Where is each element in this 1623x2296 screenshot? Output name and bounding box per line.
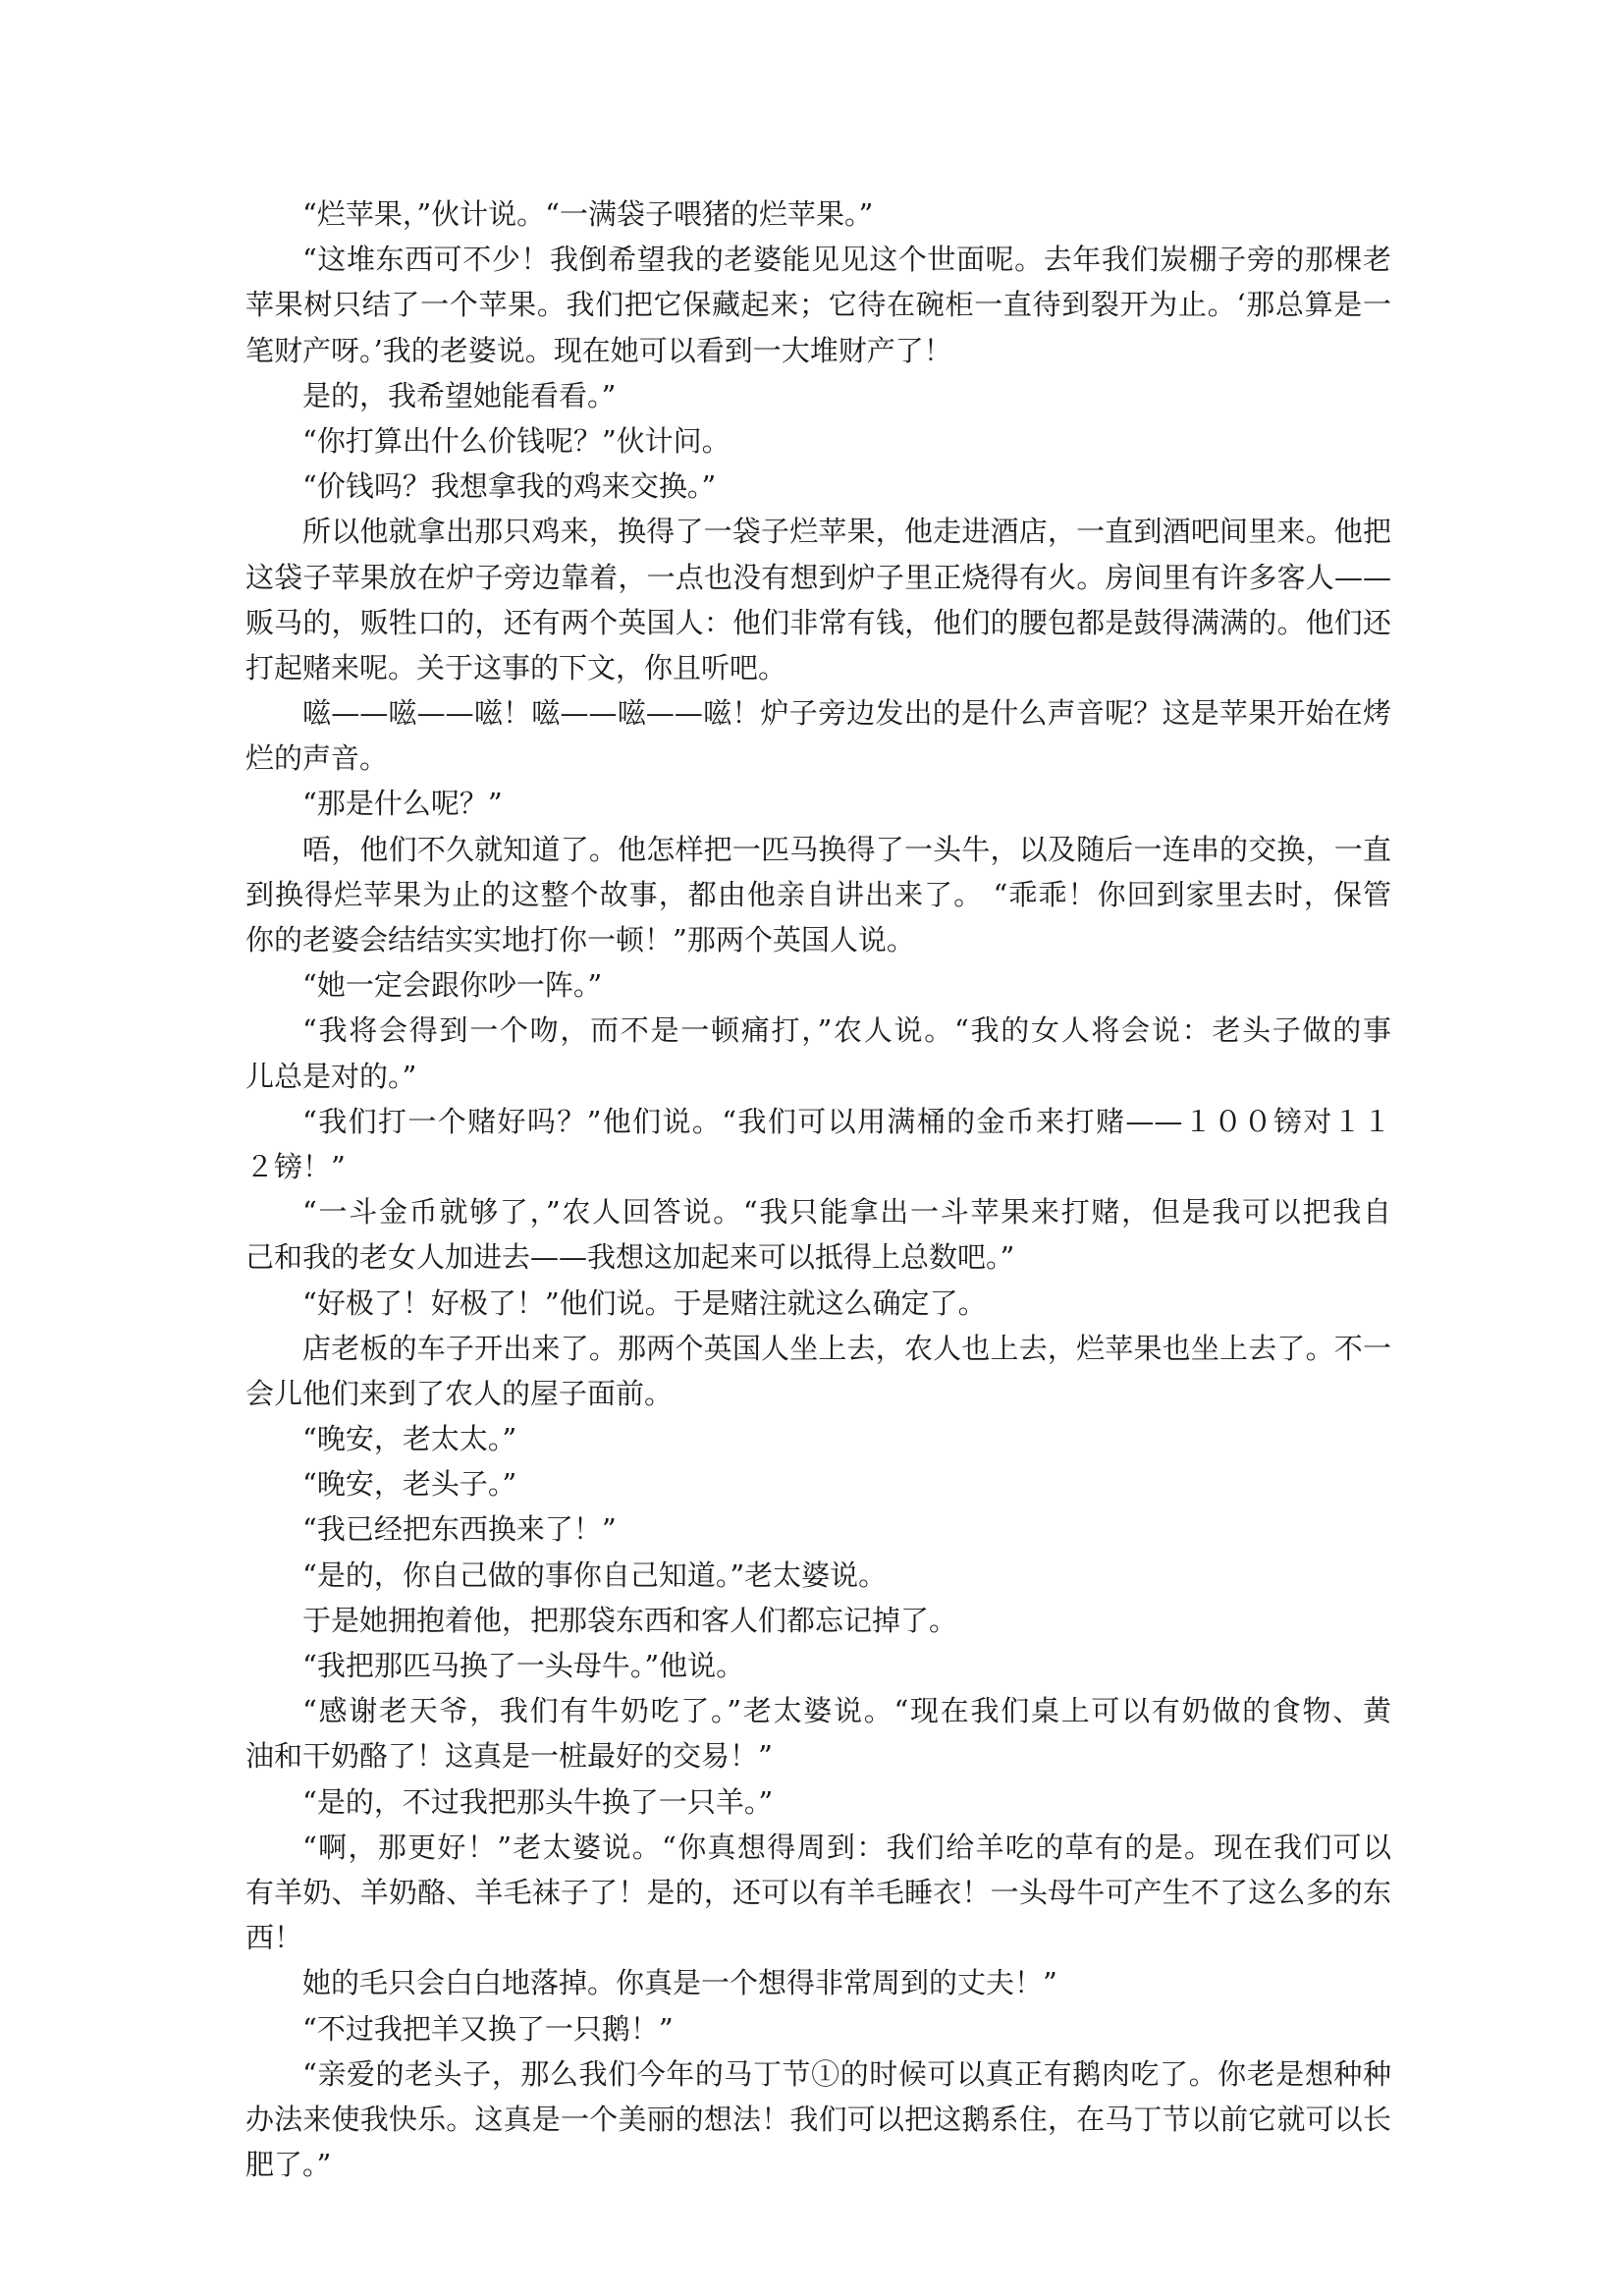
text-line: “好极了！好极了！”他们说。于是赌注就这么确定了。 bbox=[302, 1285, 987, 1320]
paragraph bbox=[245, 1326, 1391, 1416]
paragraph bbox=[245, 1099, 1391, 1189]
text-line: “是的，你自己做的事你自己知道。”老太婆说。 bbox=[302, 1558, 888, 1592]
text-line: 己和我的老女人加进去——我想这加起来可以抵得上总数吧。” bbox=[245, 1240, 1015, 1275]
paragraph bbox=[245, 1825, 1391, 1961]
text-line: 所以他就拿出那只鸡来，换得了一袋子烂苹果，他走进酒店，一直到酒吧间里来。他把 bbox=[302, 515, 1391, 549]
text-line: “我们打一个赌好吗？”他们说。“我们可以用满桶的金币来打赌——１００镑对１１ bbox=[302, 1104, 1391, 1138]
paragraph bbox=[245, 464, 1391, 509]
text-line: “烂苹果，”伙计说。“一满袋子喂猪的烂苹果。” bbox=[302, 197, 874, 231]
text-line: “那是什么呢？” bbox=[302, 787, 503, 821]
text-line: 烂的声音。 bbox=[245, 741, 389, 776]
paragraph bbox=[245, 962, 1391, 1008]
paragraph bbox=[245, 2051, 1391, 2188]
paragraph bbox=[245, 1960, 1391, 2005]
text-line: 有羊奶、羊奶酪、羊毛袜子了！是的，还可以有羊毛睡衣！一头母牛可产生不了这么多的东 bbox=[245, 1875, 1391, 1909]
text-line: 店老板的车子开出来了。那两个英国人坐上去，农人也上去，烂苹果也坐上去了。不一 bbox=[302, 1331, 1391, 1365]
paragraph bbox=[245, 827, 1391, 963]
text-line: 儿总是对的。” bbox=[245, 1059, 417, 1093]
text-line: 会儿他们来到了农人的屋子面前。 bbox=[245, 1376, 674, 1410]
text-line: “我将会得到一个吻，而不是一顿痛打，”农人说。“我的女人将会说：老头子做的事 bbox=[302, 1013, 1391, 1048]
paragraph bbox=[245, 690, 1391, 781]
paragraph bbox=[245, 1506, 1391, 1552]
text-line: 苹果树只结了一个苹果。我们把它保藏起来；它待在碗柜一直待到裂开为止。‘那总算是一 bbox=[245, 288, 1391, 322]
paragraph bbox=[245, 418, 1391, 464]
text-line: 于是她拥抱着他，把那袋东西和客人们都忘记掉了。 bbox=[302, 1603, 958, 1637]
text-line: “晚安，老头子。” bbox=[302, 1467, 517, 1502]
text-line: 到换得烂苹果为止的这整个故事，都由他亲自讲出来了。 “乖乖！你回到家里去时，保管 bbox=[245, 877, 1391, 911]
text-line: 她的毛只会白白地落掉。你真是一个想得非常周到的丈夫！” bbox=[302, 1966, 1057, 2000]
text-line: 贩马的，贩牲口的，还有两个英国人：他们非常有钱，他们的腰包都是鼓得满满的。他们还 bbox=[245, 605, 1391, 639]
text-line: ２镑！” bbox=[245, 1149, 346, 1183]
text-line: 油和干奶酪了！这真是一桩最好的交易！” bbox=[245, 1739, 773, 1774]
paragraph bbox=[245, 1779, 1391, 1825]
text-line: 嗞——嗞——嗞！嗞——嗞——嗞！炉子旁边发出的是什么声音呢？这是苹果开始在烤 bbox=[302, 696, 1391, 731]
paragraph bbox=[245, 1598, 1391, 1643]
document-body bbox=[245, 191, 1391, 2187]
paragraph bbox=[245, 781, 1391, 826]
text-line: 你的老婆会结结实实地打你一顿！”那两个英国人说。 bbox=[245, 923, 915, 957]
text-line: “亲爱的老头子，那么我们今年的马丁节①的时候可以真正有鹅肉吃了。你老是想种种 bbox=[302, 2056, 1391, 2091]
paragraph bbox=[245, 1461, 1391, 1506]
text-line: 肥了。” bbox=[245, 2148, 332, 2182]
text-line: “我已经把东西换来了！” bbox=[302, 1512, 617, 1547]
text-line: 打起赌来呢。关于这事的下文，你且听吧。 bbox=[245, 650, 787, 684]
paragraph bbox=[245, 1643, 1391, 1688]
text-line: “啊，那更好！”老太婆说。“你真想得周到：我们给羊吃的草有的是。现在我们可以 bbox=[302, 1830, 1391, 1864]
paragraph bbox=[245, 1189, 1391, 1280]
text-line: 这袋子苹果放在炉子旁边靠着，一点也没有想到炉子里正烧得有火。房间里有许多客人—— bbox=[245, 560, 1391, 594]
paragraph bbox=[245, 1553, 1391, 1598]
text-line: “价钱吗？我想拿我的鸡来交换。” bbox=[302, 469, 717, 504]
text-line: “她一定会跟你吵一阵。” bbox=[302, 968, 603, 1003]
paragraph bbox=[245, 1281, 1391, 1326]
paragraph bbox=[245, 2006, 1391, 2051]
paragraph bbox=[245, 373, 1391, 418]
text-line: 西！ bbox=[245, 1921, 303, 1955]
paragraph bbox=[245, 237, 1391, 373]
paragraph bbox=[245, 1688, 1391, 1778]
text-line: 笔财产呀。’我的老婆说。现在她可以看到一大堆财产了！ bbox=[245, 333, 952, 367]
text-line: “是的，不过我把那头牛换了一只羊。” bbox=[302, 1784, 774, 1819]
paragraph bbox=[245, 191, 1391, 237]
paragraph bbox=[245, 1416, 1391, 1461]
text-line: “一斗金币就够了，”农人回答说。“我只能拿出一斗苹果来打赌，但是我可以把我自 bbox=[302, 1195, 1391, 1230]
text-line: “不过我把羊又换了一只鹅！” bbox=[302, 2011, 674, 2046]
text-line: “你打算出什么价钱呢？”伙计问。 bbox=[302, 423, 730, 458]
text-line: “晚安，老太太。” bbox=[302, 1422, 517, 1456]
text-line: “这堆东西可不少！我倒希望我的老婆能见见这个世面呢。去年我们炭棚子旁的那棵老 bbox=[302, 243, 1391, 277]
text-line: “我把那匹马换了一头母牛。”他说。 bbox=[302, 1649, 745, 1682]
text-line: 办法来使我快乐。这真是一个美丽的想法！我们可以把这鹅系住，在马丁节以前它就可以长 bbox=[245, 2102, 1391, 2136]
paragraph bbox=[245, 509, 1391, 690]
paragraph bbox=[245, 1008, 1391, 1098]
text-line: 是的，我希望她能看看。” bbox=[302, 378, 617, 412]
text-line: 唔，他们不久就知道了。他怎样把一匹马换得了一头牛，以及随后一连串的交换，一直 bbox=[302, 832, 1391, 866]
text-line: “感谢老天爷，我们有牛奶吃了。”老太婆说。“现在我们桌上可以有奶做的食物、黄 bbox=[302, 1694, 1391, 1728]
